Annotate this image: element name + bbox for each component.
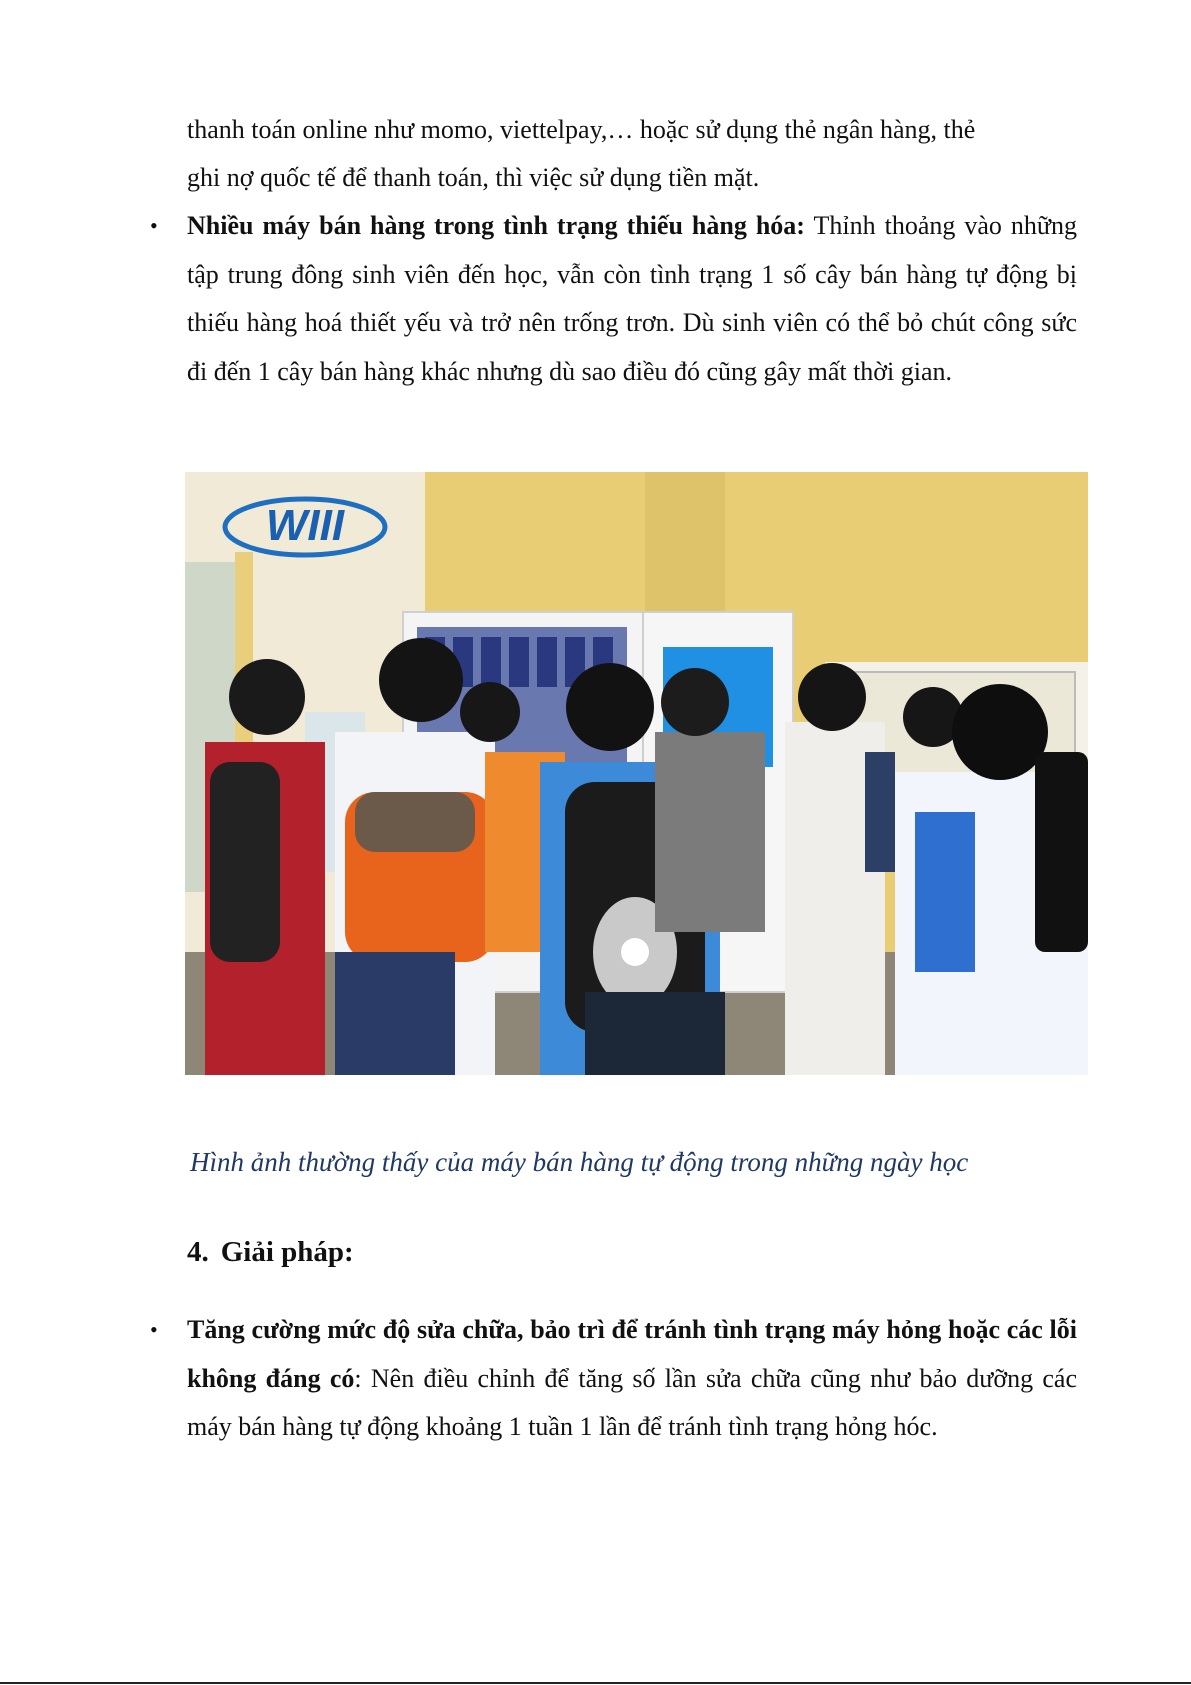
figure-caption: Hình ảnh thường thấy của máy bán hàng tự động trong những ngày học (190, 1147, 969, 1177)
section-title: Giải pháp: (220, 1236, 354, 1268)
section-heading (187, 1230, 354, 1274)
bullet-solution-title: Tăng cường mức độ sửa chữa, bảo trì để tránh tình trạng máy hỏng hoặc các lỗi không đáng có (187, 1315, 1077, 1393)
svg-text:WIII: WIII (265, 501, 345, 550)
bullet-shortage-paragraph (187, 202, 1077, 396)
paragraph-continued-line-1: thanh toán online như momo, viettelpay,… hoặc sử dụng thẻ ngân hàng, thẻ (187, 115, 976, 144)
bullet-marker: • (150, 213, 158, 238)
bullet-solution-text: : Nên điều chỉnh để tăng số lần sửa chữa cũng như bảo dưỡng các máy bán hàng tự động khoảng 1 tuần 1 lần để tránh tình trạng hỏng hóc. (187, 1363, 1077, 1441)
bullet-marker: • (150, 1317, 158, 1342)
section-number: 4. (187, 1236, 209, 1268)
bullet-solution-paragraph (187, 1306, 1077, 1452)
footer-divider (0, 1682, 1191, 1684)
vending-machine-photo (185, 472, 1088, 1075)
paragraph-continued-line-2: ghi nợ quốc tế để thanh toán, thì việc sử dụng tiền mặt. (187, 163, 760, 192)
bullet-shortage-title: Nhiều máy bán hàng trong tình trạng thiếu hàng hóa: (187, 211, 805, 240)
bullet-shortage-text: Thỉnh thoảng vào những tập trung đông sinh viên đến học, vẫn còn tình trạng 1 số cây bán hàng tự động bị thiếu hàng hoá thiết yếu và trở nên trống trơn. Dù sinh viên có thể bỏ chút công sức đi đến 1 cây bán hàng khác nhưng dù sao điều đó cũng gây mất thời gian. (187, 211, 1077, 386)
